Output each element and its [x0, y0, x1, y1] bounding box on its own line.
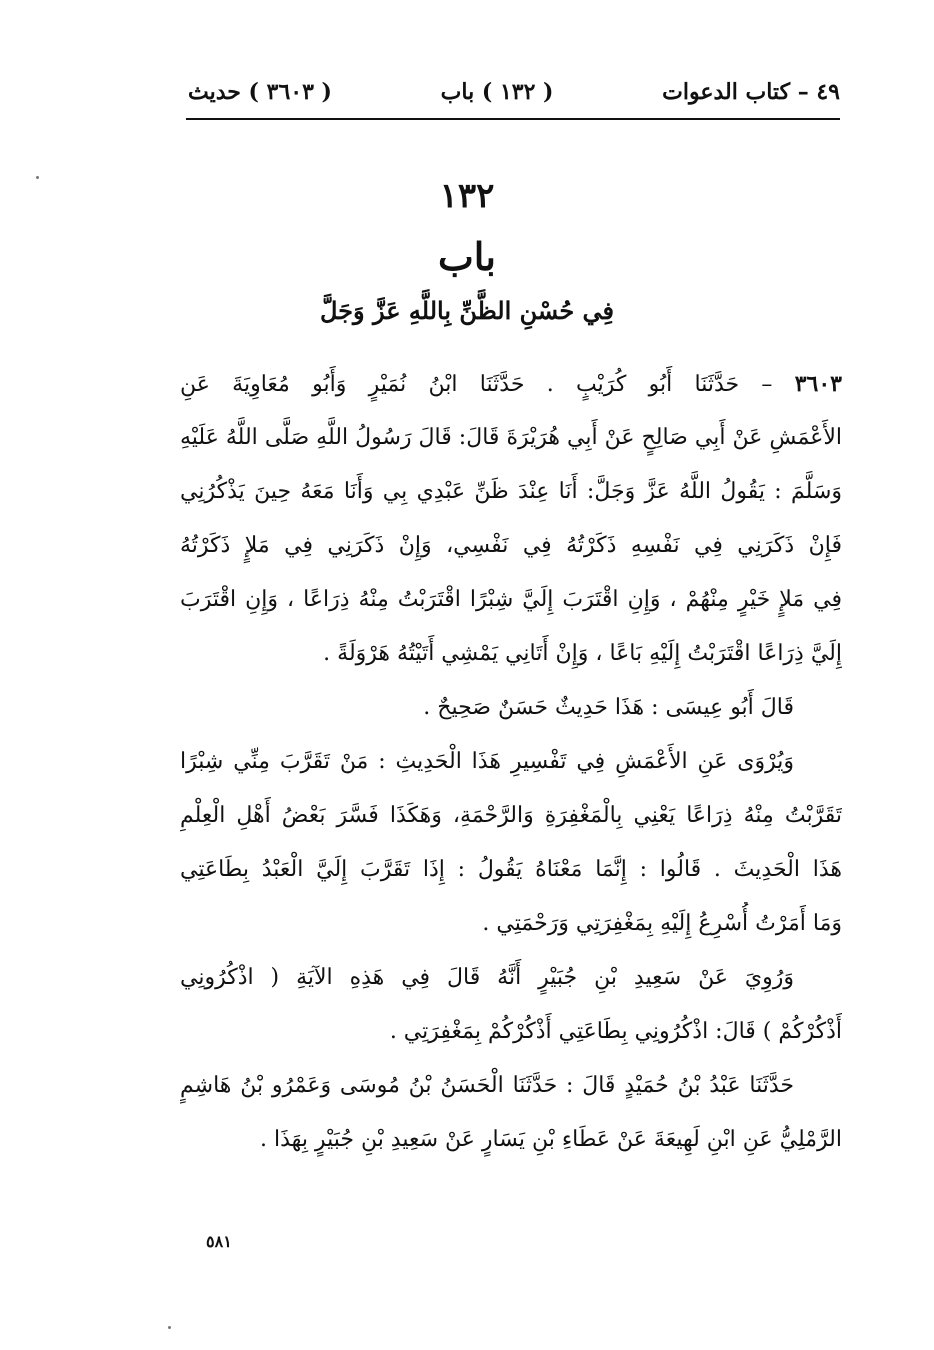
- header-divider: [186, 118, 840, 120]
- text-line: وَرُوِيَ عَنْ سَعِيدِ بْنِ جُبَيْرٍ أَنَّهُ قَالَ فِي هَذِهِ الآيَةِ ( اذْكُرُونِي: [180, 965, 794, 990]
- text-line: قَالَ أَبُو عِيسَى : هَذَا حَدِيثٌ حَسَنٌ صَحِيحٌ .: [423, 695, 794, 720]
- scan-speck: [36, 176, 39, 179]
- header-hadith-ref: ( ٣٦٠٣ ) حديث: [188, 79, 332, 105]
- text-line: تَقَرَّبْتُ مِنْهُ ذِرَاعًا يَعْنِي بِالْمَغْفِرَةِ وَالرَّحْمَةِ، وَهَكَذَا فَسَّرَ بَعْضُ أَهْلِ الْعِلْمِ: [180, 803, 842, 828]
- text-line: فَإِنْ ذَكَرَنِي فِي نَفْسِهِ ذَكَرْتُهُ فِي نَفْسِي، وَإِنْ ذَكَرَنِي فِي مَلإٍ ذَكَرْتُهُ: [180, 533, 842, 558]
- text-line: وَسَلَّمَ : يَقُولُ اللَّهُ عَزَّ وَجَلَّ: أَنَا عِنْدَ ظَنِّ عَبْدِي بِي وَأَنَا مَعَهُ حِينَ يَذْكُرُنِي: [180, 479, 842, 504]
- header-book-chapter: ٤٩ – كتاب الدعوات: [662, 79, 840, 105]
- chapter-number: ١٣٢: [439, 176, 495, 216]
- page-number: ٥٨١: [206, 1232, 232, 1251]
- chapter-title: فِي حُسْنِ الظَّنِّ بِاللَّهِ عَزَّ وَجَلَّ: [320, 296, 614, 325]
- text-line: الأَعْمَشِ عَنْ أَبِي صَالِحٍ عَنْ أَبِي هُرَيْرَةَ قَالَ: قَالَ رَسُولُ اللَّهِ صَلَّى اللَّهُ عَلَيْهِ: [180, 425, 842, 450]
- scan-speck: [168, 1326, 171, 1329]
- hadith-line-text: – حَدَّثَنَا أَبُو كُرَيْبٍ . حَدَّثَنَا ابْنُ نُمَيْرٍ وَأَبُو مُعَاوِيَةَ عَنِ: [180, 372, 773, 397]
- chapter-label: باب: [438, 234, 496, 279]
- text-line: وَمَا أَمَرْتُ أُسْرِعُ إِلَيْهِ بِمَغْفِرَتِي وَرَحْمَتِي .: [482, 911, 842, 936]
- text-line: الرَّمْلِيُّ عَنِ ابْنِ لَهِيعَةَ عَنْ عَطَاءِ بْنِ يَسَارٍ عَنْ سَعِيدِ بْنِ جُبَيْرٍ بِهَذَا .: [260, 1127, 842, 1152]
- text-line: وَيُرْوَى عَنِ الأَعْمَشِ فِي تَفْسِيرِ هَذَا الْحَدِيثِ : مَنْ تَقَرَّبَ مِنِّي شِبْرًا: [180, 749, 794, 774]
- text-line: حَدَّثَنَا عَبْدُ بْنُ حُمَيْدٍ قَالَ : حَدَّثَنَا الْحَسَنُ بْنُ مُوسَى وَعَمْرُو بْنُ هَاشِمٍ: [180, 1073, 794, 1098]
- text-line: أَذْكُرْكُمْ ) قَالَ: اذْكُرُونِي بِطَاعَتِي أَذْكُرْكُمْ بِمَغْفِرَتِي .: [389, 1019, 842, 1044]
- hadith-number: ٣٦٠٣: [794, 371, 842, 397]
- text-line: هَذَا الْحَدِيثَ . قَالُوا : إِنَّمَا مَعْنَاهُ يَقُولُ : إِذَا تَقَرَّبَ إِلَيَّ الْعَبْدُ بِطَاعَتِي: [180, 857, 842, 882]
- text-line: فِي مَلإٍ خَيْرٍ مِنْهُمْ ، وَإِنِ اقْتَرَبَ إِلَيَّ شِبْرًا اقْتَرَبْتُ مِنْهُ ذِرَاعًا ، وَإِنِ اقْتَرَبَ: [180, 587, 842, 612]
- text-line: إِلَيَّ ذِرَاعًا اقْتَرَبْتُ إِلَيْهِ بَاعًا ، وَإِنْ أَتَانِي يَمْشِي أَتَيْتُهُ هَرْوَلَةً .: [323, 641, 842, 666]
- header-chapter-ref: ( ١٣٢ ) باب: [440, 79, 554, 105]
- hadith-line: [180, 362, 842, 406]
- running-header: [188, 72, 840, 112]
